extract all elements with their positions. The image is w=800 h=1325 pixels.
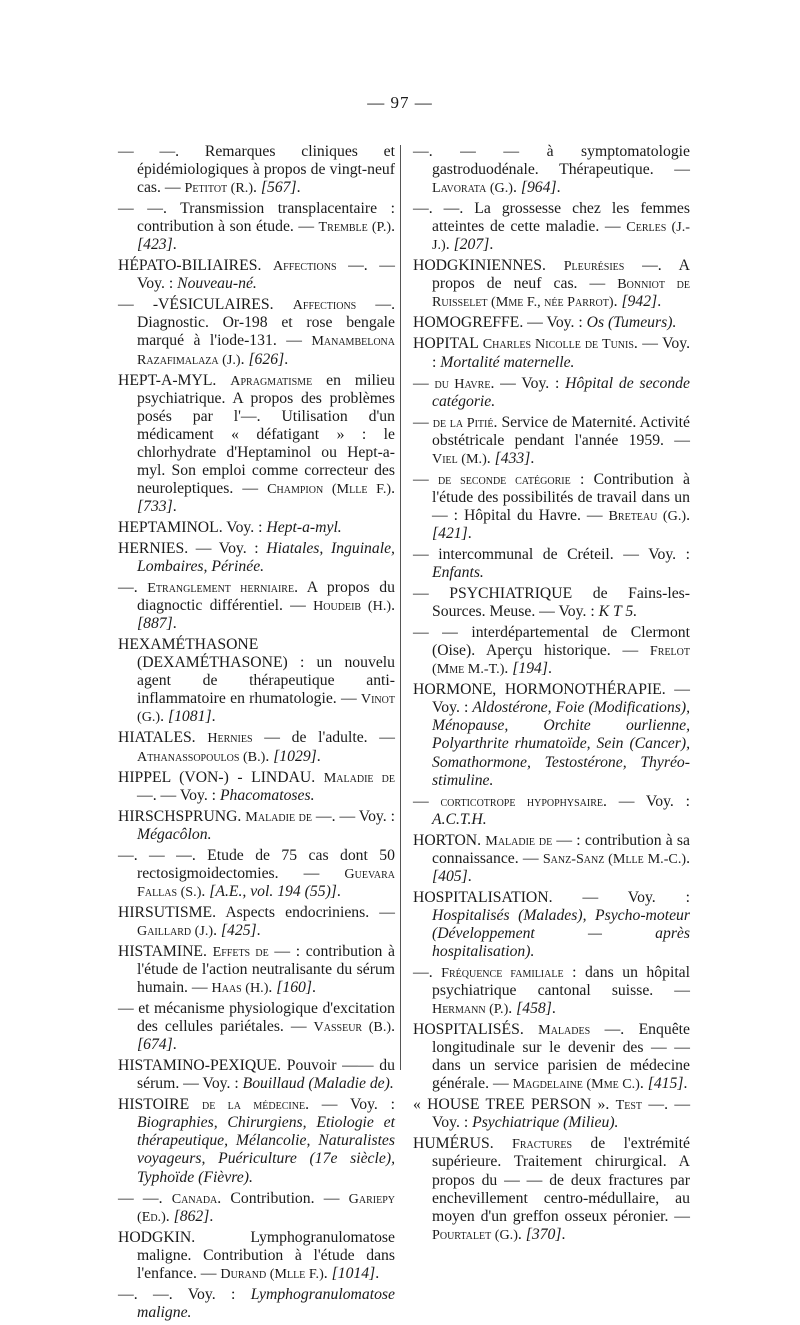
entry-text: — PSYCHIATRIQUE de Fains-les-Sources. Meuse. — Voy. : — [413, 585, 690, 621]
entry-text: HEXAMÉTHASONE (DEXAMÉTHASONE) : un nouvelu agent de thérapeutique anti-inflammatoire en rhumatologie. — — [118, 636, 395, 708]
entry-subheading: Champion (Mlle F.) — [267, 480, 392, 497]
entry-subheading: Guevara Fallas (S.) — [137, 865, 395, 900]
entry-text: — —. — [118, 1189, 172, 1207]
entry-reference: [733] — [137, 497, 173, 515]
entry-reference: Enfants. — [432, 564, 484, 582]
entry-text: . — [530, 449, 535, 467]
entry-text: . — Voy. : — [305, 1096, 395, 1114]
entry-text: . — [256, 921, 261, 939]
entry-reference: Biographies, Chirurgiens, Etiologie et thérapeutique, Mélancolie, Naturalistes voyageurs, Puériculture (17e siècle), Typhoïde (Fièvre). — [137, 1114, 395, 1186]
entry-reference: [405] — [432, 867, 468, 885]
index-entry — [413, 832, 690, 886]
entry-text: . — [316, 747, 321, 765]
entry-reference: [964] — [520, 179, 557, 197]
index-entry — [413, 793, 690, 829]
entry-reference: [160] — [276, 979, 312, 997]
entry-text: de l'extrémité supérieure. Traitement chirurgical. A propos du — — de deux fractures par enchevillement centro-médullaire, au moyen d'un greffon osseux péronier. — — [432, 1135, 690, 1225]
index-entry — [413, 335, 690, 371]
entry-reference: Bouillaud (Maladie de). — [242, 1075, 394, 1093]
entry-text: —. — —. Etude de 75 cas dont 50 rectosigmoidectomies. — — [118, 846, 395, 882]
index-entry — [413, 1096, 690, 1132]
entry-text: . — [336, 882, 341, 900]
entry-subheading: Test — [615, 1097, 643, 1114]
entry-reference: Mortalité maternelle. — [440, 353, 575, 371]
entry-text: HIATALES. — [118, 729, 208, 747]
entry-text: — —. Transmission transplacentaire : contribution à son étude. — — [118, 200, 395, 236]
entry-text: . A propos du diagnoctic différentiel. — — [137, 579, 395, 615]
entry-reference: [862] — [173, 1207, 210, 1225]
entry-text: . — [284, 350, 289, 368]
entry-reference: K T 5. — [598, 603, 638, 621]
index-entry — [413, 889, 690, 961]
entry-subheading: Haas (H.) — [211, 980, 269, 997]
index-entry — [118, 1057, 395, 1093]
entry-text: . — [209, 1207, 214, 1225]
entry-text: . — [548, 660, 552, 678]
entry-text: . — [213, 921, 221, 939]
entry-subheading: Apragmatisme — [230, 372, 313, 389]
entry-text: . — [486, 449, 495, 467]
entry-subheading: Vinot (G.) — [137, 691, 395, 726]
entry-subheading: Affections — [272, 258, 337, 275]
entry-text: . — Voy. : — [603, 792, 690, 810]
entry-text: . Service de Maternité. Activité obstétricale pendant l'année 1959. — — [432, 413, 691, 449]
entry-text: HODGKINIENNES. — [413, 257, 564, 275]
entry-text: . — [686, 849, 690, 867]
index-entry — [118, 769, 395, 805]
entry-text: . — [504, 660, 513, 678]
entry-text: . — [211, 708, 216, 726]
entry-text: — : contribution à sa connaissance. — — [432, 831, 690, 867]
entry-text: HOMOGREFFE. — Voy. : — [413, 314, 587, 332]
entry-reference: [415] — [647, 1075, 684, 1093]
index-entry — [118, 143, 395, 197]
entry-text: HEPTAMINOL. Voy. : — [118, 518, 267, 536]
entry-subheading: Gaillard (J.) — [137, 922, 214, 939]
entry-reference: Mégacôlon. — [137, 825, 212, 843]
entry-text: . — [391, 597, 395, 615]
entry-reference: [1081] — [167, 708, 212, 726]
entry-subheading: Houdeib (H.) — [313, 598, 392, 615]
index-entry — [413, 314, 690, 332]
index-entry — [118, 372, 395, 516]
entry-text: . — [172, 615, 177, 633]
entry-text: . — [172, 497, 177, 515]
entry-reference: [942] — [621, 293, 658, 311]
entry-text: . — [508, 1000, 517, 1018]
entry-reference: Lymphogranulomatose maligne. — [137, 1285, 395, 1321]
entry-text: . — [489, 236, 494, 254]
entry-subheading: Maladie de — [323, 769, 395, 786]
entry-text: . — Voy. : — [432, 335, 690, 371]
entry-subheading: Manambelona Razafimalaza (J.) — [137, 333, 395, 368]
entry-reference: [423] — [137, 236, 173, 254]
entry-text: HISTAMINE. — [118, 942, 213, 960]
entry-text: HORMONE, HORMONOTHÉRAPIE. — Voy. : — [413, 681, 690, 717]
entry-subheading: Fréquence familiale — [441, 965, 564, 982]
entry-subheading: Bonniot de Ruisselet (Mme F., née Parrot) — [432, 276, 690, 311]
index-entry — [118, 296, 395, 368]
entry-text: . — [391, 479, 395, 497]
index-entry — [413, 257, 690, 311]
index-entry — [118, 904, 395, 940]
entry-text: : dans un hôpital psychiatrique cantonal suisse. — — [432, 964, 691, 1000]
index-entry — [413, 1021, 690, 1093]
entry-text: — — [413, 792, 441, 810]
entry-text: — : contribution à l'étude de l'action neutralisante du sérum humain. — — [137, 942, 395, 997]
entry-text: —. —. Voy. : — [118, 1285, 251, 1303]
index-entry — [118, 579, 395, 633]
entry-subheading: Affections — [292, 297, 357, 314]
entry-text: HODGKIN. Lymphogranulomatose maligne. Contribution à l'étude dans l'enfance. — — [118, 1228, 395, 1282]
index-entry — [118, 1096, 395, 1186]
entry-reference: [458] — [516, 1000, 552, 1018]
entry-reference: [1029] — [273, 747, 317, 765]
entry-subheading: Malades — [538, 1022, 591, 1039]
index-entry — [413, 546, 690, 582]
entry-text: . — [201, 882, 210, 900]
entry-reference: Os (Tumeurs). — [586, 314, 677, 332]
index-entry — [413, 624, 690, 678]
entry-text: —. — — à symptomatologie gastroduodénale. Thérapeutique. — — [413, 143, 690, 179]
entry-text: en milieu psychiatrique. A propos des problèmes posés par l'—. Utilisation d'un médicament « défatigant » : le chlorhydrate d'Heptaminol ou Hept-a-myl. Son emploi comme correcteur des neuroleptiques. — — [137, 371, 395, 497]
entry-reference: [567] — [260, 179, 297, 197]
entry-reference: [207] — [453, 236, 490, 254]
entry-text: — — [413, 413, 433, 431]
index-entry — [413, 375, 690, 411]
entry-subheading: Effets de — [212, 943, 269, 960]
entry-subheading: Canada — [171, 1190, 218, 1207]
entry-text: HISTAMINO-PEXIQUE. Pouvoir —— du sérum. — Voy. : — [118, 1057, 395, 1093]
entry-text: —. Enquête longitudinale sur le devenir des — — dans un service parisien de médecine générale. — — [432, 1021, 690, 1093]
entry-text: — —. Remarques cliniques et épidémiologiques à propos de vingt-neuf cas. — — [118, 143, 395, 197]
index-entry — [118, 943, 395, 997]
entry-text: . — [556, 179, 561, 197]
entry-subheading: Magdelaine (Mme C.) — [512, 1076, 640, 1093]
entry-text: . — Voy. : — [490, 374, 566, 392]
entry-reference: Psychiatrique (Milieu). — [472, 1114, 619, 1132]
entry-text: . — [172, 236, 177, 254]
entry-text: . — [265, 747, 274, 765]
entry-reference: [A.E., vol. 194 (55)] — [209, 882, 337, 900]
entry-reference: [194] — [512, 660, 548, 678]
entry-text: . — [375, 1264, 380, 1282]
index-entry — [118, 636, 395, 726]
entry-text: . — [165, 1207, 174, 1225]
entry-subheading: Durand (Mlle F.) — [220, 1265, 324, 1282]
entry-text: . — [268, 979, 277, 997]
entry-subheading: Athanassopoulos (B.) — [137, 748, 266, 765]
entry-text: . — [391, 218, 395, 236]
entry-subheading: Pourtalet (G.) — [432, 1226, 518, 1243]
entry-subheading: Hermann (P.) — [432, 1001, 509, 1018]
entry-subheading: Gariepy (Ed.) — [137, 1190, 395, 1225]
entry-text: HERNIES. — Voy. : — [118, 539, 267, 557]
entry-subheading: corticotrope hypophysaire — [440, 793, 603, 810]
entry-text: . — [613, 293, 622, 311]
index-column-right — [413, 143, 690, 1247]
entry-text: . — [639, 1075, 648, 1093]
entry-reference: [674] — [137, 1036, 173, 1054]
entry-text: HIRSCHSPRUNG. — [118, 807, 246, 825]
entry-text: —. Diagnostic. Or-198 et rose bengale marqué à l'iode-131. — — [137, 296, 395, 350]
entry-subheading: Cerles (J.-J.) — [432, 219, 690, 254]
entry-text: —. A propos de neuf cas. — — [432, 257, 690, 293]
entry-text: — — [413, 470, 438, 488]
entry-text: . — [467, 524, 472, 542]
entry-text: . — [312, 979, 316, 997]
index-entry — [413, 964, 690, 1018]
entry-text: HUMÉRUS. — [413, 1135, 512, 1153]
entry-text: . — [172, 1036, 177, 1054]
entry-subheading: de la Pitié — [432, 414, 494, 431]
index-entry — [413, 471, 690, 543]
entry-subheading: Tremble (P.) — [318, 219, 392, 236]
entry-reference: [626] — [248, 350, 285, 368]
entry-subheading: Maladie de — [245, 808, 312, 825]
entry-subheading: Petitot (R.) — [184, 180, 254, 197]
index-entry — [118, 257, 395, 293]
entry-text: . — [160, 708, 168, 726]
entry-subheading: Pleurésies — [563, 258, 625, 275]
entry-text: . — [517, 1225, 526, 1243]
page-number: — 97 — — [367, 93, 433, 112]
index-entry — [118, 519, 395, 537]
entry-text: — intercommunal de Créteil. — Voy. : — [413, 545, 690, 563]
index-entry — [118, 1286, 395, 1322]
entry-text: . — [391, 1018, 395, 1036]
entry-text: HEPT-A-MYL. — [118, 371, 231, 389]
entry-text: . — [686, 506, 690, 524]
entry-text: HISTOIRE — [118, 1096, 202, 1114]
entry-text: — — [413, 374, 435, 392]
index-entry — [118, 1190, 395, 1226]
entry-reference: [425] — [220, 921, 257, 939]
entry-reference: A.C.T.H. — [432, 810, 487, 828]
entry-reference: Hôpital de seconde catégorie. — [432, 374, 690, 410]
index-column-left — [118, 143, 395, 1325]
entry-text: — — interdépartemental de Clermont (Oise). Aperçu historique. — — [413, 624, 690, 660]
entry-reference: [433] — [494, 449, 531, 467]
entry-text: . — [240, 350, 249, 368]
entry-subheading: Breteau (G.) — [608, 507, 687, 524]
index-entry — [413, 414, 690, 468]
index-entry — [413, 1135, 690, 1243]
entry-reference: [887] — [137, 615, 173, 633]
index-entry — [413, 200, 690, 254]
entry-text: —. — Voy. : — [432, 1096, 690, 1132]
index-entry — [118, 200, 395, 254]
index-entry — [118, 847, 395, 901]
entry-text: HOPITAL — [413, 335, 483, 353]
entry-subheading: Hernies — [207, 730, 253, 747]
entry-subheading: de la médecine — [201, 1097, 306, 1114]
entry-text: « HOUSE TREE PERSON ». — [413, 1096, 616, 1114]
entry-text: . — [513, 179, 521, 197]
entry-text: —. — [413, 964, 442, 982]
entry-text: . — [551, 1000, 556, 1018]
entry-subheading: Lavorata (G.) — [432, 180, 513, 197]
entry-text: . — [253, 179, 261, 197]
index-entry — [413, 143, 690, 197]
entry-reference: Phacomatoses. — [219, 786, 315, 804]
entry-text: — -VÉSICULAIRES. — [118, 296, 293, 314]
entry-text: . — [445, 236, 454, 254]
entry-text: . — [467, 867, 472, 885]
entry-text: —. —. La grossesse chez les femmes atteintes de cette maladie. — — [413, 200, 690, 236]
entry-subheading: Sanz-Sanz (Mlle M.-C.) — [542, 850, 687, 867]
entry-text: —. — Voy. : — [311, 807, 395, 825]
index-entry — [413, 681, 690, 789]
entry-text: HORTON. — [413, 831, 486, 849]
entry-text: : Contribution à l'étude des possibilités de travail dans un — : Hôpital du Havre. — — [432, 470, 690, 524]
entry-text: HIPPEL (VON-) - LINDAU. — [118, 768, 324, 786]
index-entry — [118, 1000, 395, 1054]
entry-subheading: Vasseur (B.) — [313, 1019, 392, 1036]
entry-text: . — [657, 293, 662, 311]
entry-subheading: Etranglement herniaire — [147, 580, 295, 597]
entry-text: . — [296, 179, 301, 197]
entry-subheading: Fractures — [511, 1136, 573, 1153]
entry-text: . Contribution. — — [217, 1189, 349, 1207]
entry-text: . — [323, 1264, 332, 1282]
entry-reference: Hospitalisés (Malades), Psycho-moteur (Développement — après hospitalisation). — [432, 906, 690, 960]
entry-subheading: Charles Nicolle de Tunis — [482, 336, 634, 353]
index-entry — [118, 808, 395, 844]
entry-subheading: de seconde catégorie — [437, 471, 571, 488]
entry-text: —. — [118, 579, 148, 597]
entry-text: . — [683, 1075, 688, 1093]
entry-text: HOSPITALISÉS. — [413, 1021, 539, 1039]
entry-text: HIRSUTISME. Aspects endocriniens. — — [118, 903, 395, 921]
column-divider — [400, 145, 401, 1070]
index-entry — [118, 540, 395, 576]
index-entry — [118, 729, 395, 765]
entry-reference: Aldostérone, Foie (Modifications), Ménopause, Orchite ourlienne, Polyarthrite rhumatoïde, Sein (Cancer), Somathormone, Testostérone, Thyréo-stimuline. — [432, 699, 690, 789]
entry-text: HÉPATO-BILIAIRES. — [118, 257, 273, 275]
entry-subheading: Frelot (Mme M.-T.) — [432, 643, 690, 678]
entry-text: —. — Voy. : — [137, 786, 220, 804]
entry-text: HOSPITALISATION. — Voy. : — [413, 888, 690, 906]
entry-subheading: Viel (M.) — [432, 450, 487, 467]
entry-reference: [421] — [432, 524, 468, 542]
index-entry — [413, 585, 690, 621]
entry-text: — et mécanisme physiologique d'excitation des cellules pariétales. — — [118, 1000, 395, 1036]
entry-text: —. — Voy. : — [137, 257, 395, 293]
entry-text: — de l'adulte. — — [252, 729, 395, 747]
entry-reference: Hept-a-myl. — [266, 518, 342, 536]
entry-reference: [1014] — [331, 1264, 376, 1282]
entry-reference: [370] — [525, 1225, 562, 1243]
entry-subheading: du Havre — [434, 375, 491, 392]
entry-text: . — [561, 1225, 566, 1243]
entry-subheading: Maladie de — [485, 832, 553, 849]
entry-reference: Hiatales, Inguinale, Lombaires, Périnée. — [137, 539, 395, 576]
index-entry — [118, 1229, 395, 1283]
entry-reference: Nouveau-né. — [177, 275, 257, 293]
